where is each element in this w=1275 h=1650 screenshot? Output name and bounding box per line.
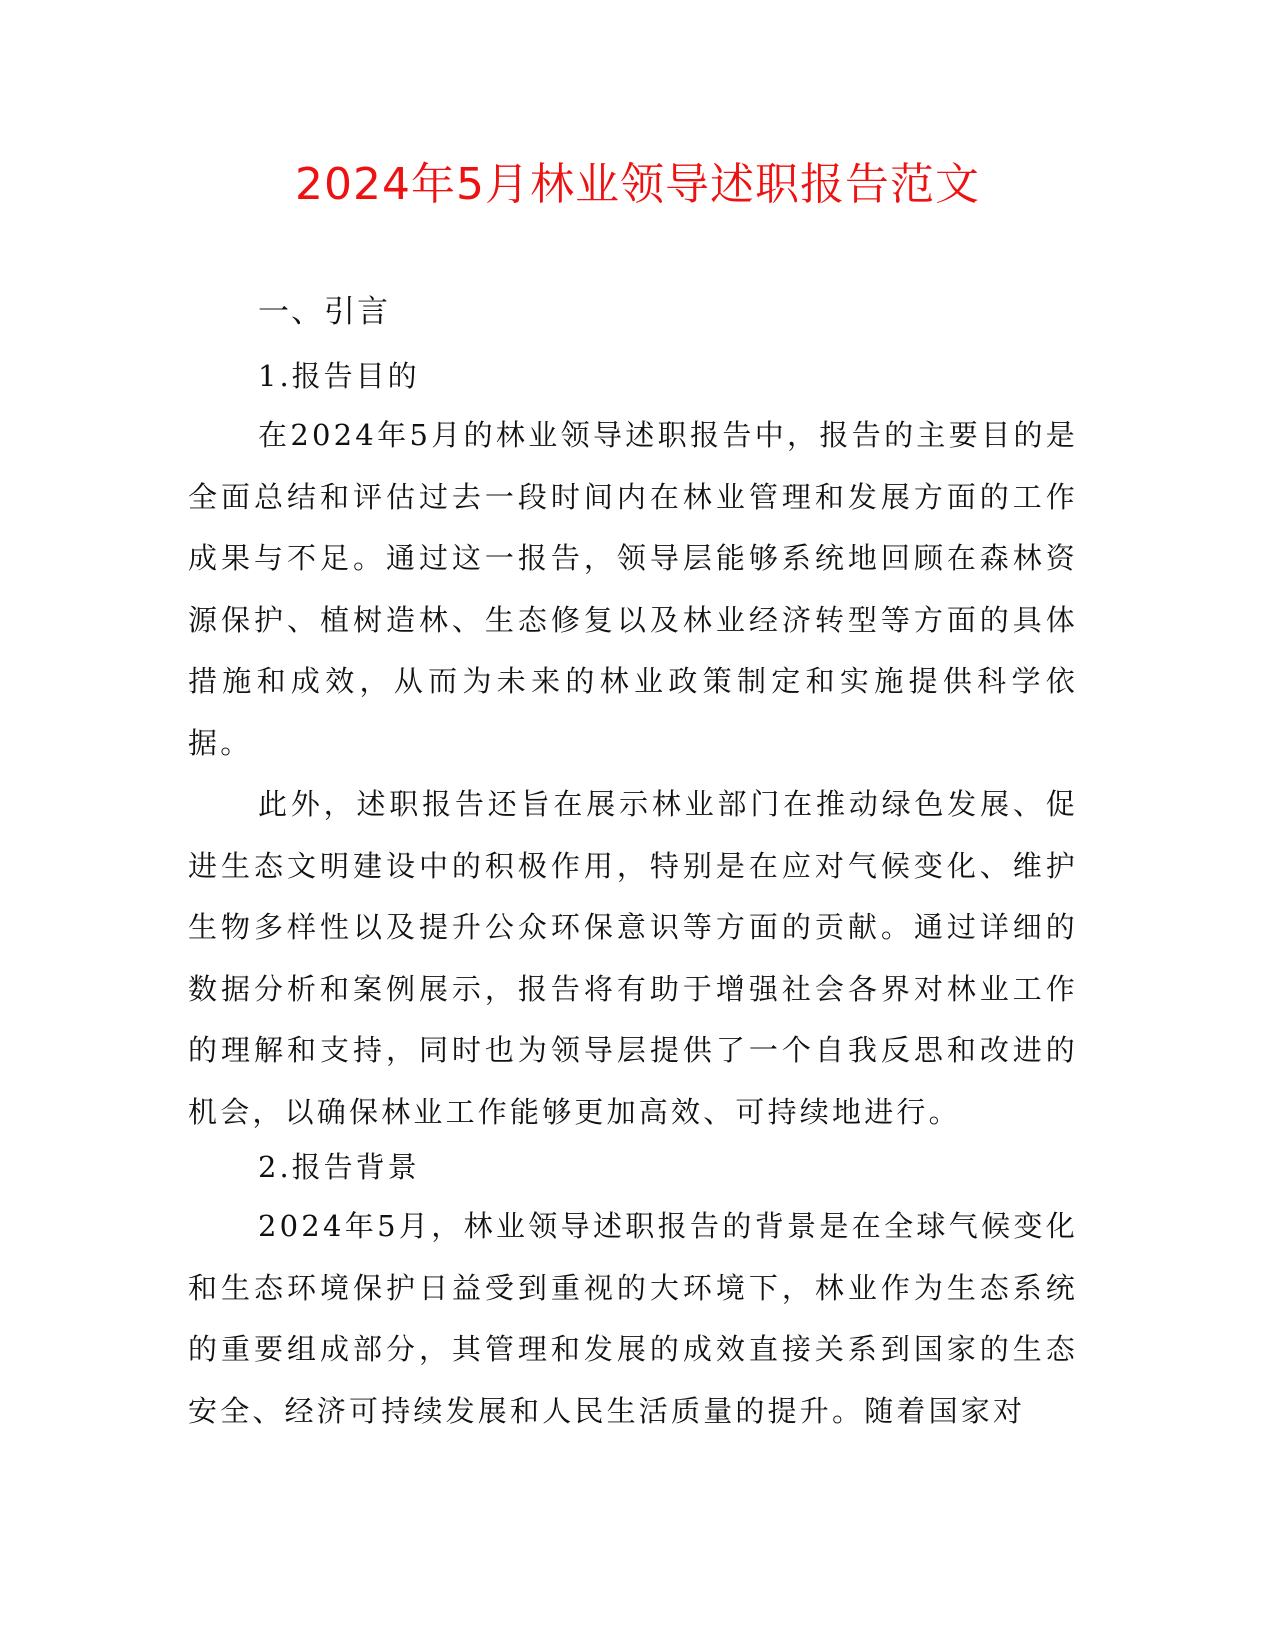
paragraph-background-1: 2024年5月，林业领导述职报告的背景是在全球气候变化和生态环境保护日益受到重视的大环境下，林业作为生态系统的重要组成部分，其管理和发展的成效直接关系到国家的生态安全、经济可持续发展和人民生活质量的提升。随着国家对 — [188, 1209, 1078, 1428]
section-heading-introduction: 一、引言 — [258, 294, 390, 330]
paragraph-purpose-1: 在2024年5月的林业领导述职报告中，报告的主要目的是全面总结和评估过去一段时间内在林业管理和发展方面的工作成果与不足。通过这一报告，领导层能够系统地回顾在森林资源保护、植树造林、生态修复以及林业经济转型等方面的具体措施和成效，从而为未来的林业政策制定和实施提供科学依据。 — [188, 418, 1078, 760]
paragraph-purpose-2: 此外，述职报告还旨在展示林业部门在推动绿色发展、促进生态文明建设中的积极作用，特别是在应对气候变化、维护生物多样性以及提升公众环保意识等方面的贡献。通过详细的数据分析和案例展示，报告将有助于增强社会各界对林业工作的理解和支持，同时也为领导层提供了一个自我反思和改进的机会，以确保林业工作能够更加高效、可持续地进行。 — [188, 787, 1078, 1129]
subheading-report-background: 2.报告背景 — [258, 1150, 420, 1184]
document-title: 2024年5月林业领导述职报告范文 — [295, 159, 980, 210]
subheading-report-purpose: 1.报告目的 — [258, 359, 420, 393]
